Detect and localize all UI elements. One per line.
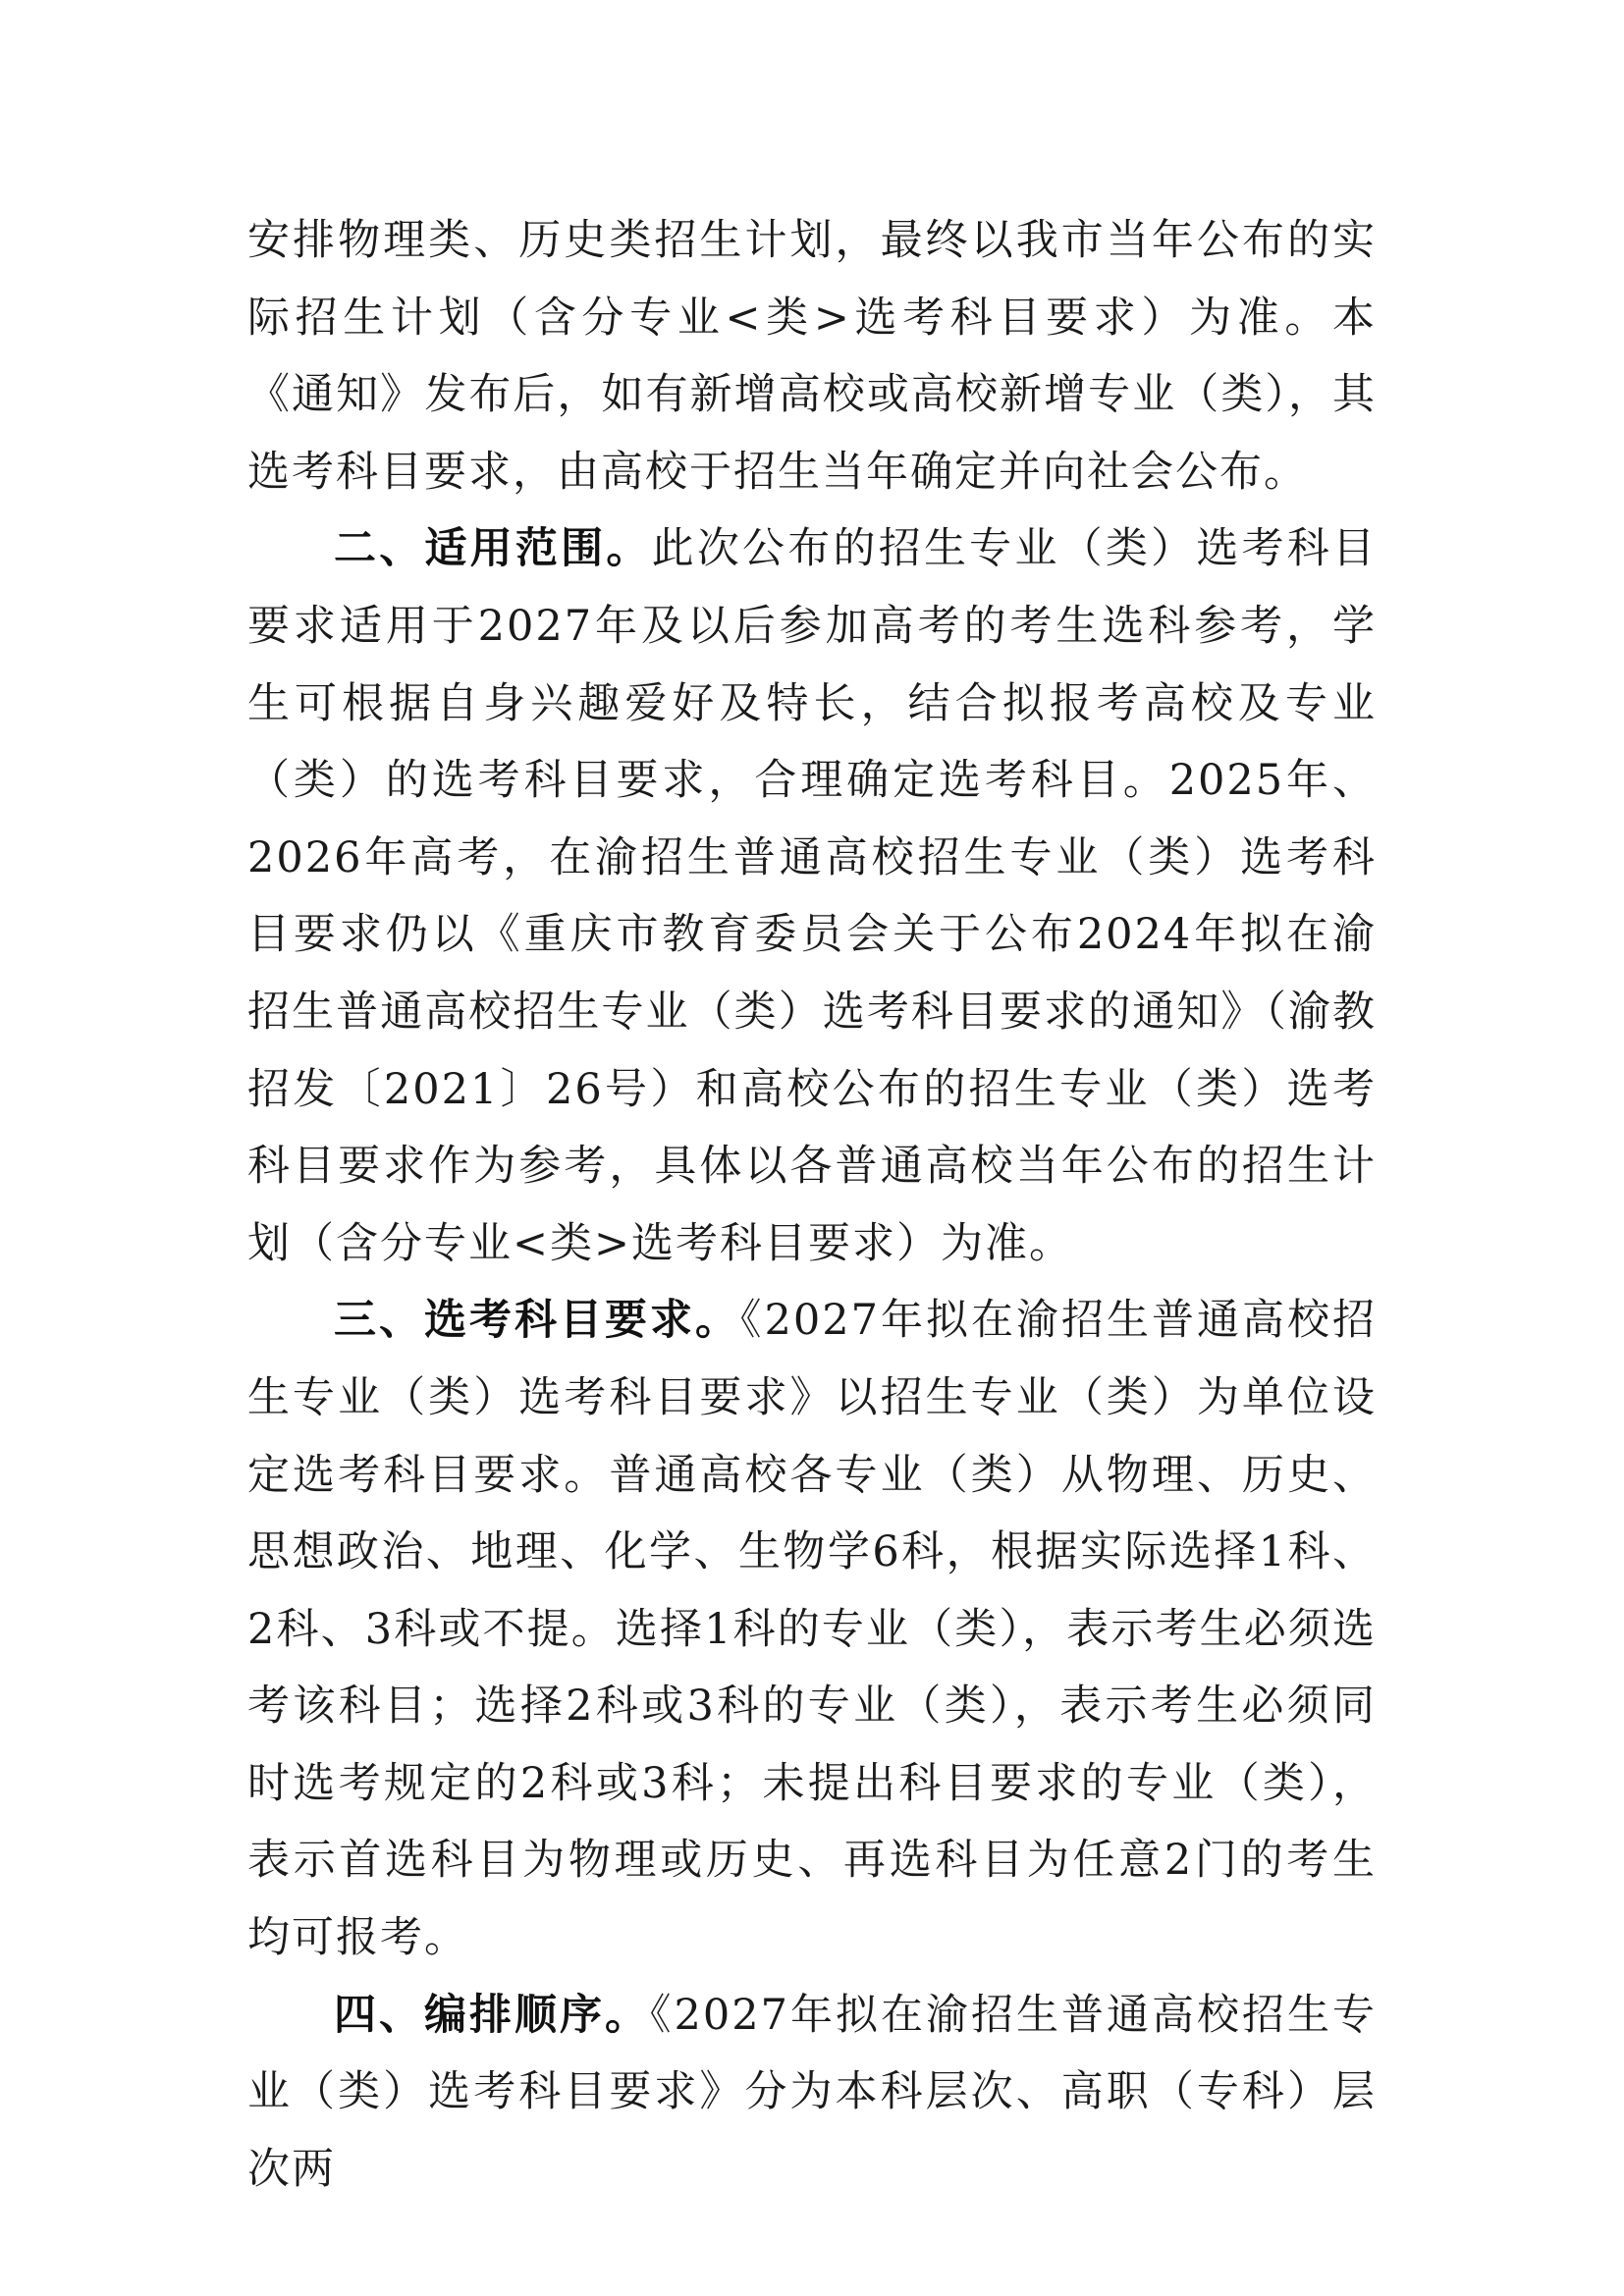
paragraph-subject-requirements bbox=[247, 1282, 1377, 1976]
paragraph-text: 安排物理类、历史类招生计划，最终以我市当年公布的实际招生计划（含分专业<类>选考科目要求）为准。本《通知》发布后，如有新增高校或高校新增专业（类），其选考科目要求，由高校于招生当年确定并向社会公布。 bbox=[247, 216, 1377, 497]
paragraph-continuation bbox=[247, 202, 1377, 510]
document-body bbox=[247, 202, 1377, 2208]
paragraph-text: 《2027年拟在渝招生普通高校招生专业（类）选考科目要求》以招生专业（类）为单位设定选考科目要求。普通高校各专业（类）从物理、历史、思想政治、地理、化学、生物学6科，根据实际选择1科、2科、3科或不提。选择1科的专业（类），表示考生必须选考该科目；选择2科或3科的专业（类），表示考生必须同时选考规定的2科或3科；未提出科目要求的专业（类），表示首选科目为物理或历史、再选科目为任意2门的考生均可报考。 bbox=[247, 1296, 1377, 1963]
paragraph-text: 此次公布的招生专业（类）选考科目要求适用于2027年及以后参加高考的考生选科参考，学生可根据自身兴趣爱好及特长，结合拟报考高校及专业（类）的选考科目要求，合理确定选考科目。2025年、2026年高考，在渝招生普通高校招生专业（类）选考科目要求仍以《重庆市教育委员会关于公布2024年拟在渝招生普通高校招生专业（类）选考科目要求的通知》（渝教招发〔2021〕26号）和高校公布的招生专业（类）选考科目要求作为参考，具体以各普通高校当年公布的招生计划（含分专业<类>选考科目要求）为准。 bbox=[247, 524, 1378, 1268]
paragraph-text: 《2027年拟在渝招生普通高校招生专业（类）选考科目要求》分为本科层次、高职（专科）层次两 bbox=[247, 1990, 1378, 2194]
section-heading-scope: 二、适用范围。 bbox=[334, 524, 652, 574]
section-heading-order: 四、编排顺序。 bbox=[334, 1990, 651, 2040]
paragraph-scope bbox=[247, 510, 1377, 1282]
section-heading-subject-requirements: 三、选考科目要求。 bbox=[334, 1296, 741, 1346]
paragraph-order bbox=[247, 1977, 1377, 2209]
